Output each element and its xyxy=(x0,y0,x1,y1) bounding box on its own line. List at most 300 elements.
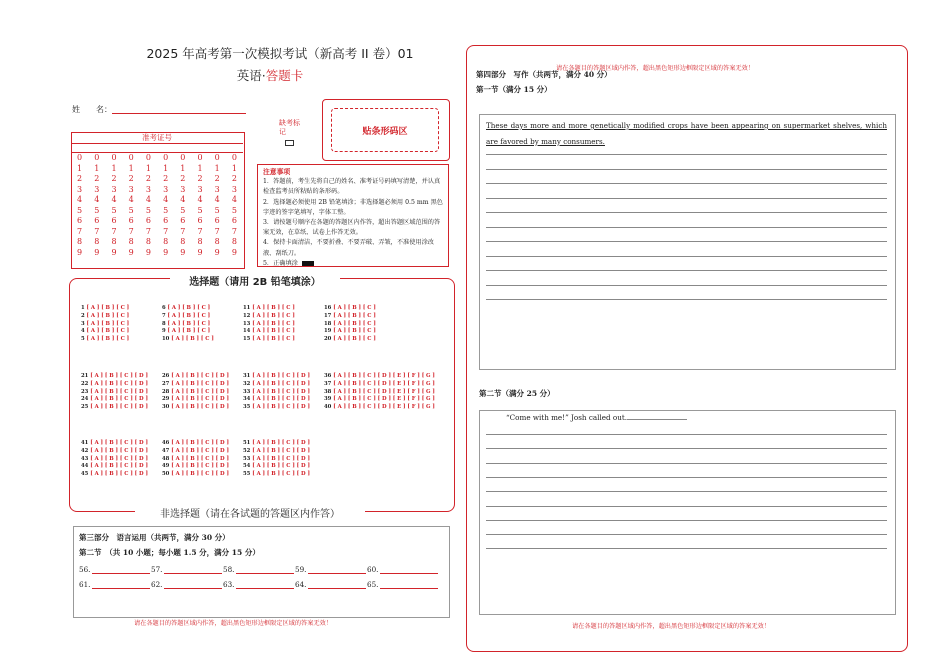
digit-bubble[interactable]: 7 xyxy=(163,226,169,236)
writing-line[interactable] xyxy=(486,212,887,213)
digit-bubble[interactable]: 1 xyxy=(214,163,220,173)
mcq-group xyxy=(81,373,148,412)
mcq-question[interactable] xyxy=(81,471,148,479)
answer-options[interactable]: [ A ] [ B ] [ C ] [ D ] xyxy=(171,471,229,478)
answer-options[interactable]: [ A ] [ B ] [ C ] xyxy=(252,336,295,343)
answer-options[interactable]: [ A ] [ B ] [ C ] [ D ] xyxy=(252,373,310,379)
digit-bubble[interactable]: 0 xyxy=(94,153,100,162)
mcq-question[interactable] xyxy=(162,396,229,404)
digit-bubble[interactable]: 0 xyxy=(128,153,134,162)
question-number: 18 xyxy=(324,320,332,327)
digit-bubble[interactable]: 1 xyxy=(128,163,134,173)
digit-bubble[interactable]: 1 xyxy=(94,163,100,173)
answer-options[interactable]: [ A ] [ B ] [ C ] [ D ] xyxy=(90,388,148,395)
answer-options[interactable]: [ A ] [ B ] [ C ] xyxy=(252,328,295,335)
question-number: 6 xyxy=(162,305,166,311)
mcq-question[interactable] xyxy=(243,305,295,313)
mcq-question[interactable] xyxy=(243,456,310,464)
digit-bubble[interactable]: 0 xyxy=(163,153,169,162)
answer-options[interactable]: [ A ] [ B ] [ C ] [ D ] xyxy=(90,447,148,454)
digit-bubble[interactable]: 2 xyxy=(214,174,220,183)
digit-bubble[interactable]: 5 xyxy=(77,205,83,215)
writing-line[interactable] xyxy=(486,227,887,228)
question-number: 34 xyxy=(243,396,251,403)
blank-number: 60. xyxy=(367,565,379,574)
answer-options[interactable]: [ A ] [ B ] [ C ] [ D ] xyxy=(252,404,310,411)
mcq-question[interactable] xyxy=(324,389,435,397)
question-number: 28 xyxy=(162,388,170,395)
exam-id-column[interactable] xyxy=(157,153,174,259)
writing-line[interactable] xyxy=(486,520,887,521)
blank-line[interactable] xyxy=(164,565,222,574)
digit-bubble[interactable]: 3 xyxy=(128,184,134,194)
answer-options[interactable]: [ A ] [ B ] [ C ] [ D ] xyxy=(90,455,148,462)
notice-item: 1．答题前，考生先将自己的姓名、准考证号码填写清楚，并认真检查监考员所粘贴的条形码。 xyxy=(263,178,441,196)
name-field[interactable] xyxy=(112,113,246,114)
mcq-question[interactable] xyxy=(162,456,229,464)
mcq-question[interactable] xyxy=(324,404,435,412)
digit-bubble[interactable]: 4 xyxy=(145,195,151,204)
mcq-question[interactable] xyxy=(324,305,376,313)
mcq-question[interactable] xyxy=(243,389,310,397)
digit-bubble[interactable]: 4 xyxy=(231,195,237,204)
question-number: 54 xyxy=(243,463,251,470)
answer-options[interactable]: [ A ] [ B ] [ C ] [ D ] xyxy=(252,447,310,454)
question-number: 43 xyxy=(81,455,89,462)
mcq-question[interactable] xyxy=(243,404,310,412)
digit-bubble[interactable]: 3 xyxy=(231,184,237,194)
digit-bubble[interactable]: 6 xyxy=(145,216,151,225)
digit-bubble[interactable]: 1 xyxy=(77,163,83,173)
notice-item: 2．选择题必须使用 2B 铅笔填涂；非选择题必须用 0.5 mm 黑色字迹的签字笔填写，字体工整。 xyxy=(263,198,443,216)
mcq-group xyxy=(81,440,148,479)
digit-bubble[interactable]: 2 xyxy=(145,174,151,183)
digit-bubble[interactable]: 8 xyxy=(145,237,151,246)
mcq-question[interactable] xyxy=(324,321,376,329)
answer-options[interactable]: [ A ] [ B ] [ C ] [ D ] xyxy=(90,440,148,446)
mcq-question[interactable] xyxy=(162,463,229,471)
page-title: 2025 年高考第一次模拟考试（新高考 II 卷）01 xyxy=(146,46,414,61)
mcq-group xyxy=(243,305,295,344)
answer-options[interactable]: [ A ] [ B ] [ C ] [ D ] xyxy=(171,396,229,403)
digit-bubble[interactable]: 3 xyxy=(145,184,151,194)
digit-bubble[interactable]: 8 xyxy=(231,237,237,246)
question-number: 23 xyxy=(81,388,89,395)
digit-bubble[interactable]: 7 xyxy=(214,226,220,236)
exam-id-column[interactable] xyxy=(88,153,105,259)
mcq-question[interactable] xyxy=(81,448,148,456)
mcq-question[interactable] xyxy=(324,328,376,336)
mcq-question[interactable] xyxy=(162,440,229,448)
mcq-question[interactable] xyxy=(81,404,148,412)
question-number: 46 xyxy=(162,440,170,446)
digit-bubble[interactable]: 8 xyxy=(94,237,100,246)
digit-bubble[interactable]: 1 xyxy=(111,163,117,173)
sec2-prompt-text: “Come with me!” Josh called out. xyxy=(506,413,628,422)
mcq-question[interactable] xyxy=(81,336,129,344)
digit-bubble[interactable]: 5 xyxy=(94,205,100,215)
blank-item xyxy=(151,580,222,589)
digit-bubble[interactable]: 8 xyxy=(180,237,186,246)
answer-options[interactable]: [ A ] [ B ] [ C ] [ D ] [ E ] [ F ] [ G ] xyxy=(333,388,435,395)
writing-line[interactable] xyxy=(486,241,887,242)
sec2-blank[interactable] xyxy=(627,419,687,420)
digit-bubble[interactable]: 1 xyxy=(163,163,169,173)
answer-options[interactable]: [ A ] [ B ] [ C ] [ D ] xyxy=(252,463,310,470)
question-number: 11 xyxy=(243,305,251,311)
exam-id-column[interactable] xyxy=(123,153,140,259)
answer-options[interactable]: [ A ] [ B ] [ C ] [ D ] xyxy=(171,455,229,462)
digit-bubble[interactable]: 0 xyxy=(231,153,237,162)
digit-bubble[interactable]: 4 xyxy=(180,195,186,204)
question-number: 53 xyxy=(243,455,251,462)
digit-bubble[interactable]: 5 xyxy=(231,205,237,215)
mcq-question[interactable] xyxy=(162,321,214,329)
blank-line[interactable] xyxy=(380,565,438,574)
digit-bubble[interactable]: 1 xyxy=(197,163,203,173)
question-number: 35 xyxy=(243,404,251,411)
question-number: 42 xyxy=(81,447,89,454)
writing-line[interactable] xyxy=(486,534,887,535)
exam-id-column[interactable] xyxy=(191,153,208,259)
digit-bubble[interactable]: 7 xyxy=(197,226,203,236)
digit-bubble[interactable]: 6 xyxy=(94,216,100,225)
nonchoice-title: 非选择题（请在各试题的答题区内作答） xyxy=(135,505,365,520)
answer-options[interactable]: [ A ] [ B ] [ C ] xyxy=(333,328,376,335)
mcq-question[interactable] xyxy=(243,336,295,344)
answer-options[interactable]: [ A ] [ B ] [ C ] [ D ] [ E ] [ F ] [ G ] xyxy=(333,373,435,379)
digit-bubble[interactable]: 7 xyxy=(180,226,186,236)
exam-id-column[interactable] xyxy=(226,153,243,259)
answer-options[interactable]: [ A ] [ B ] [ C ] xyxy=(167,312,211,319)
digit-bubble[interactable]: 6 xyxy=(214,216,220,225)
answer-options[interactable]: [ A ] [ B ] [ C ] [ D ] [ E ] [ F ] [ G ] xyxy=(333,396,435,403)
answer-options[interactable]: [ A ] [ B ] [ C ] xyxy=(333,305,376,311)
mcq-question[interactable] xyxy=(81,373,148,381)
answer-options[interactable]: [ A ] [ B ] [ C ] [ D ] xyxy=(171,388,229,395)
exam-id-bubbles[interactable] xyxy=(71,153,243,259)
mcq-question[interactable] xyxy=(162,471,229,479)
blank-line[interactable] xyxy=(308,580,366,589)
name-label: 姓 名： xyxy=(72,105,112,114)
digit-bubble[interactable]: 5 xyxy=(214,205,220,215)
exam-id-column[interactable] xyxy=(209,153,226,259)
blank-line[interactable] xyxy=(164,580,222,589)
blank-number: 63. xyxy=(223,580,235,589)
answer-options[interactable]: [ A ] [ B ] [ C ] [ D ] xyxy=(171,404,229,411)
mcq-group xyxy=(162,373,229,412)
answer-options[interactable]: [ A ] [ B ] [ C ] [ D ] [ E ] [ F ] [ G ] xyxy=(333,404,435,411)
answer-options[interactable]: [ A ] [ B ] [ C ] xyxy=(86,305,130,311)
mcq-question[interactable] xyxy=(162,389,229,397)
answer-options[interactable]: [ A ] [ B ] [ C ] [ D ] xyxy=(90,463,148,470)
digit-bubble[interactable]: 7 xyxy=(111,226,117,236)
question-number: 4 xyxy=(81,328,85,335)
writing-line[interactable] xyxy=(486,299,887,300)
blank-line[interactable] xyxy=(236,580,294,589)
answer-options[interactable]: [ A ] [ B ] [ C ] xyxy=(333,312,376,319)
question-number: 7 xyxy=(162,312,166,319)
digit-bubble[interactable]: 0 xyxy=(77,153,83,162)
answer-options[interactable]: [ A ] [ B ] [ C ] xyxy=(167,320,211,327)
mcq-question[interactable] xyxy=(81,321,129,329)
digit-bubble[interactable]: 4 xyxy=(197,195,203,204)
mcq-group xyxy=(243,440,310,479)
blank-item xyxy=(79,565,150,574)
answer-options[interactable]: [ A ] [ B ] [ C ] xyxy=(86,328,130,335)
writing-line[interactable] xyxy=(486,256,887,257)
digit-bubble[interactable]: 9 xyxy=(214,247,220,257)
mcq-question[interactable] xyxy=(324,336,376,344)
answer-options[interactable]: [ A ] [ B ] [ C ] [ D ] xyxy=(171,440,229,446)
blank-line[interactable] xyxy=(236,565,294,574)
answer-options[interactable]: [ A ] [ B ] [ C ] [ D ] xyxy=(90,373,148,379)
sec1-answer-box[interactable] xyxy=(479,114,896,370)
digit-bubble[interactable]: 5 xyxy=(180,205,186,215)
digit-bubble[interactable]: 8 xyxy=(77,237,83,246)
answer-options[interactable]: [ A ] [ B ] [ C ] [ D ] xyxy=(171,380,229,387)
digit-bubble[interactable]: 0 xyxy=(197,153,203,162)
digit-bubble[interactable]: 3 xyxy=(214,184,220,194)
digit-bubble[interactable]: 0 xyxy=(145,153,151,162)
digit-bubble[interactable]: 5 xyxy=(163,205,169,215)
mcq-question[interactable] xyxy=(162,328,214,336)
sec2-answer-box[interactable] xyxy=(479,410,896,615)
answer-options[interactable]: [ A ] [ B ] [ C ] [ D ] xyxy=(252,380,310,387)
digit-bubble[interactable]: 8 xyxy=(163,237,169,246)
mcq-question[interactable] xyxy=(162,448,229,456)
answer-options[interactable]: [ A ] [ B ] [ C ] [ D ] xyxy=(90,380,148,387)
digit-bubble[interactable]: 5 xyxy=(197,205,203,215)
answer-options[interactable]: [ A ] [ B ] [ C ] [ D ] xyxy=(252,440,310,446)
blank-number: 57. xyxy=(151,565,163,574)
answer-options[interactable]: [ A ] [ B ] [ C ] xyxy=(171,336,214,343)
mcq-question[interactable] xyxy=(81,328,129,336)
answer-options[interactable]: [ A ] [ B ] [ C ] [ D ] xyxy=(252,388,310,395)
digit-bubble[interactable]: 6 xyxy=(128,216,134,225)
digit-bubble[interactable]: 0 xyxy=(214,153,220,162)
blank-line[interactable] xyxy=(380,580,438,589)
answer-options[interactable]: [ A ] [ B ] [ C ] [ D ] xyxy=(252,471,310,478)
answer-options[interactable]: [ A ] [ B ] [ C ] [ D ] xyxy=(171,447,229,454)
blank-line[interactable] xyxy=(92,580,150,589)
writing-line[interactable] xyxy=(486,463,887,464)
mcq-question[interactable] xyxy=(162,305,214,313)
part4-heading: 第四部分 写作（共两节，满分 40 分） xyxy=(476,70,612,79)
digit-bubble[interactable]: 6 xyxy=(231,216,237,225)
question-number: 27 xyxy=(162,380,170,387)
answer-options[interactable]: [ A ] [ B ] [ C ] xyxy=(333,320,376,327)
writing-line[interactable] xyxy=(486,169,887,170)
answer-options[interactable]: [ A ] [ B ] [ C ] xyxy=(86,320,130,327)
answer-options[interactable]: [ A ] [ B ] [ C ] xyxy=(252,312,295,319)
digit-bubble[interactable]: 2 xyxy=(197,174,203,183)
writing-line[interactable] xyxy=(486,491,887,492)
question-number: 14 xyxy=(243,328,251,335)
digit-bubble[interactable]: 0 xyxy=(180,153,186,162)
mcq-question[interactable] xyxy=(243,463,310,471)
answer-options[interactable]: [ A ] [ B ] [ C ] xyxy=(167,305,211,311)
question-number: 38 xyxy=(324,388,332,395)
mcq-question[interactable] xyxy=(243,321,295,329)
mcq-question[interactable] xyxy=(324,396,435,404)
digit-bubble[interactable]: 3 xyxy=(77,184,83,194)
answer-options[interactable]: [ A ] [ B ] [ C ] xyxy=(333,336,376,343)
exam-id-column[interactable] xyxy=(71,153,88,259)
mcq-question[interactable] xyxy=(162,313,214,321)
answer-options[interactable]: [ A ] [ B ] [ C ] xyxy=(86,312,130,319)
mcq-question[interactable] xyxy=(162,404,229,412)
digit-bubble[interactable]: 5 xyxy=(111,205,117,215)
filled-mark-sample xyxy=(302,261,314,266)
digit-bubble[interactable]: 9 xyxy=(231,247,237,257)
digit-bubble[interactable]: 2 xyxy=(77,174,83,183)
writing-line[interactable] xyxy=(486,548,887,549)
digit-bubble[interactable]: 1 xyxy=(180,163,186,173)
answer-options[interactable]: [ A ] [ B ] [ C ] [ D ] [ E ] [ F ] [ G ] xyxy=(333,380,435,387)
digit-bubble[interactable]: 4 xyxy=(77,195,83,204)
mcq-question[interactable] xyxy=(81,381,148,389)
digit-bubble[interactable]: 6 xyxy=(111,216,117,225)
answer-options[interactable]: [ A ] [ B ] [ C ] [ D ] xyxy=(171,463,229,470)
answer-options[interactable]: [ A ] [ B ] [ C ] [ D ] xyxy=(171,373,229,379)
writing-line[interactable] xyxy=(486,285,887,286)
mcq-question[interactable] xyxy=(81,305,129,313)
digit-bubble[interactable]: 5 xyxy=(128,205,134,215)
exam-id-column[interactable] xyxy=(140,153,157,259)
mcq-question[interactable] xyxy=(81,396,148,404)
digit-bubble[interactable]: 2 xyxy=(94,174,100,183)
digit-bubble[interactable]: 0 xyxy=(111,153,117,162)
digit-bubble[interactable]: 1 xyxy=(145,163,151,173)
mcq-question[interactable] xyxy=(81,456,148,464)
mcq-question[interactable] xyxy=(81,313,129,321)
answer-options[interactable]: [ A ] [ B ] [ C ] xyxy=(252,305,295,311)
mcq-question[interactable] xyxy=(243,328,295,336)
mcq-question[interactable] xyxy=(162,381,229,389)
exam-id-write-row[interactable] xyxy=(71,143,243,153)
writing-line[interactable] xyxy=(486,198,887,199)
mcq-question[interactable] xyxy=(243,440,310,448)
digit-bubble[interactable]: 9 xyxy=(111,247,117,257)
mcq-question[interactable] xyxy=(243,373,310,381)
digit-bubble[interactable]: 8 xyxy=(111,237,117,246)
digit-bubble[interactable]: 9 xyxy=(128,247,134,257)
digit-bubble[interactable]: 1 xyxy=(231,163,237,173)
writing-line[interactable] xyxy=(486,448,887,449)
digit-bubble[interactable]: 6 xyxy=(180,216,186,225)
digit-bubble[interactable]: 8 xyxy=(197,237,203,246)
digit-bubble[interactable]: 7 xyxy=(231,226,237,236)
blank-line[interactable] xyxy=(308,565,366,574)
digit-bubble[interactable]: 4 xyxy=(163,195,169,204)
digit-bubble[interactable]: 2 xyxy=(180,174,186,183)
digit-bubble[interactable]: 2 xyxy=(231,174,237,183)
mcq-question[interactable] xyxy=(324,313,376,321)
mcq-question[interactable] xyxy=(243,381,310,389)
digit-bubble[interactable]: 9 xyxy=(94,247,100,257)
answer-options[interactable]: [ A ] [ B ] [ C ] xyxy=(86,336,130,343)
mcq-question[interactable] xyxy=(324,381,435,389)
digit-bubble[interactable]: 3 xyxy=(180,184,186,194)
warning-left: 请在各题目的答题区域内作答，超出黑色矩形边框限定区域的答案无效！ xyxy=(134,620,332,627)
mcq-question[interactable] xyxy=(324,373,435,381)
digit-bubble[interactable]: 9 xyxy=(197,247,203,257)
digit-bubble[interactable]: 9 xyxy=(145,247,151,257)
digit-bubble[interactable]: 9 xyxy=(77,247,83,257)
answer-options[interactable]: [ A ] [ B ] [ C ] [ D ] xyxy=(90,404,148,411)
exam-id-column[interactable] xyxy=(174,153,191,259)
digit-bubble[interactable]: 3 xyxy=(94,184,100,194)
question-number: 39 xyxy=(324,396,332,403)
answer-options[interactable]: [ A ] [ B ] [ C ] [ D ] xyxy=(90,471,148,478)
writing-line[interactable] xyxy=(486,154,887,155)
digit-bubble[interactable]: 2 xyxy=(128,174,134,183)
digit-bubble[interactable]: 3 xyxy=(163,184,169,194)
digit-bubble[interactable]: 7 xyxy=(94,226,100,236)
writing-line[interactable] xyxy=(486,270,887,271)
digit-bubble[interactable]: 7 xyxy=(128,226,134,236)
digit-bubble[interactable]: 3 xyxy=(197,184,203,194)
writing-line[interactable] xyxy=(486,477,887,478)
mcq-question[interactable] xyxy=(81,440,148,448)
writing-line[interactable] xyxy=(486,434,887,435)
digit-bubble[interactable]: 4 xyxy=(214,195,220,204)
answer-options[interactable]: [ A ] [ B ] [ C ] [ D ] xyxy=(252,455,310,462)
digit-bubble[interactable]: 9 xyxy=(163,247,169,257)
digit-bubble[interactable]: 7 xyxy=(145,226,151,236)
digit-bubble[interactable]: 8 xyxy=(214,237,220,246)
mcq-question[interactable] xyxy=(243,471,310,479)
mcq-question[interactable] xyxy=(81,463,148,471)
blank-number: 59. xyxy=(295,565,307,574)
mcq-question[interactable] xyxy=(243,313,295,321)
mcq-question[interactable] xyxy=(162,373,229,381)
blank-line[interactable] xyxy=(92,565,150,574)
absent-checkbox[interactable] xyxy=(285,140,294,146)
digit-bubble[interactable]: 7 xyxy=(77,226,83,236)
digit-bubble[interactable]: 2 xyxy=(163,174,169,183)
mcq-question[interactable] xyxy=(81,389,148,397)
digit-bubble[interactable]: 5 xyxy=(145,205,151,215)
exam-id-column[interactable] xyxy=(105,153,122,259)
digit-bubble[interactable]: 4 xyxy=(128,195,134,204)
digit-bubble[interactable]: 8 xyxy=(128,237,134,246)
question-number: 17 xyxy=(324,312,332,319)
question-number: 37 xyxy=(324,380,332,387)
digit-bubble[interactable]: 6 xyxy=(77,216,83,225)
answer-options[interactable]: [ A ] [ B ] [ C ] [ D ] xyxy=(90,396,148,403)
writing-line[interactable] xyxy=(486,506,887,507)
digit-bubble[interactable]: 3 xyxy=(111,184,117,194)
exam-id-label: 准考证号 xyxy=(71,132,243,144)
answer-options[interactable]: [ A ] [ B ] [ C ] xyxy=(167,328,211,335)
digit-bubble[interactable]: 6 xyxy=(197,216,203,225)
answer-options[interactable]: [ A ] [ B ] [ C ] [ D ] xyxy=(252,396,310,403)
digit-bubble[interactable]: 4 xyxy=(111,195,117,204)
digit-bubble[interactable]: 6 xyxy=(163,216,169,225)
question-number: 22 xyxy=(81,380,89,387)
mcq-question[interactable] xyxy=(162,336,214,344)
writing-line[interactable] xyxy=(486,183,887,184)
answer-options[interactable]: [ A ] [ B ] [ C ] xyxy=(252,320,295,327)
mcq-question[interactable] xyxy=(243,448,310,456)
digit-bubble[interactable]: 2 xyxy=(111,174,117,183)
question-number: 31 xyxy=(243,373,251,379)
digit-bubble[interactable]: 9 xyxy=(180,247,186,257)
mcq-question[interactable] xyxy=(243,396,310,404)
digit-bubble[interactable]: 4 xyxy=(94,195,100,204)
